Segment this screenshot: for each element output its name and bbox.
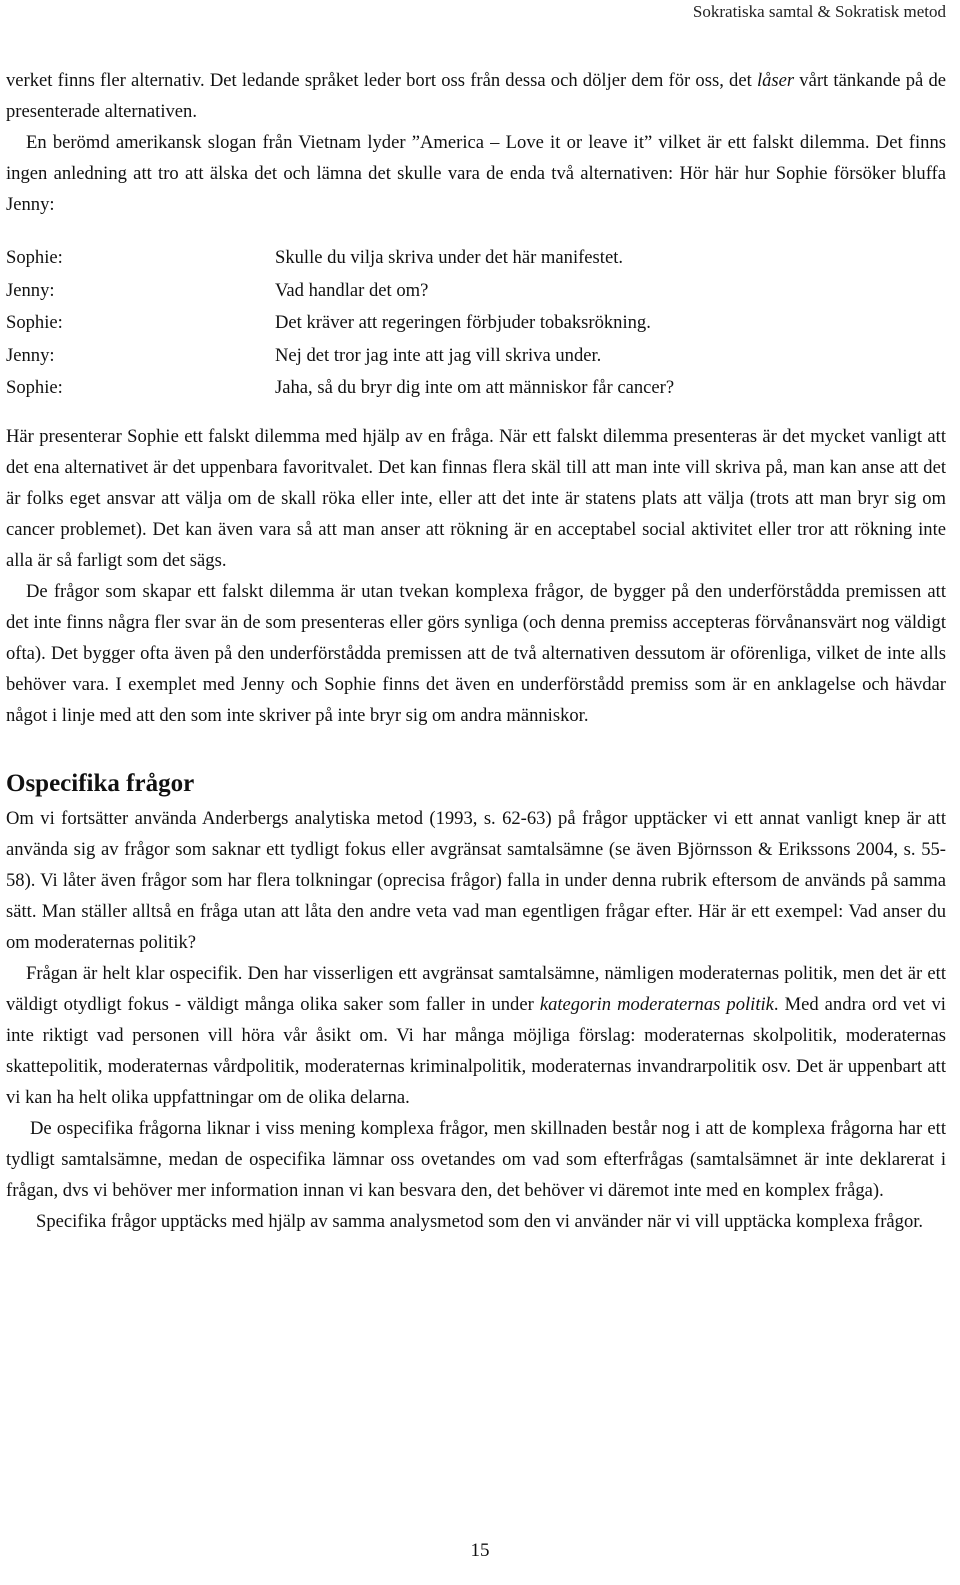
section-paragraph-2: Frågan är helt klar ospecifik. Den har visserligen ett avgränsat samtalsämne, nämligen moderaternas politik, men det är ett väldigt otydligt fokus - väldigt många olika saker som faller in under kategorin moderaternas politik. Med andra ord vet vi inte riktigt vad personen vill höra vår åsikt om. Vi har många möjliga förslag: moderaternas skolpolitik, moderaternas skattepolitik, moderaternas vårdpolitik, moderaternas kriminalpolitik, moderaternas invandrarpolitik osv. Det är uppenbart att vi kan ha helt olika uppfattningar om de olika delarna. xyxy=(6,962,946,1108)
page-number: 15 xyxy=(470,1540,490,1561)
intro-paragraph-2: En berömd amerikansk slogan från Vietnam lyder ”America – Love it or leave it” vilket är ett falskt dilemma. Det finns ingen anledning att tro att älska det och lämna det skulle vara de enda två alternativen: Hör här hur Sophie försöker bluffa Jenny: xyxy=(6,132,946,215)
section-paragraph-3: De ospecifika frågorna liknar i viss mening komplexa frågor, men skillnaden består nog i att de komplexa frågorna har ett tydligt samtalsämne, medan de ospecifika lämnar oss ovetandes om vad som efterfrågas (samtalsämnet är inte deklarerat i frågan, dvs vi behöver mer information innan vi kan besvara den, det behöver vi däremot inte med en komplex fråga). xyxy=(6,1117,946,1201)
dialogue-speaker: Jenny: xyxy=(6,344,55,366)
running-header: Sokratiska samtal & Sokratisk metod xyxy=(692,2,946,21)
dialogue xyxy=(6,242,946,405)
dialogue-speaker: Sophie: xyxy=(6,377,63,398)
page-body xyxy=(6,65,946,1237)
dialogue-row xyxy=(6,340,946,373)
body-paragraph-2: De frågor som skapar ett falskt dilemma är utan tvekan komplexa frågor, de bygger på den underförstådda premissen att det inte finns några fler svar än de som presenteras eller görs synliga (och denna premiss accepteras förvånansvärt nog väldigt ofta). Det bygger ofta även på den underförstådda premissen att de två alternativen dessutom är oförenliga, vilket de inte alls behöver vara. I exemplet med Jenny och Sophie finns det även en underförstådd premiss som är en anklagelse och hävdar något i linje med att den som inte skriver på inte bryr sig om andra människor. xyxy=(6,580,946,726)
dialogue-line: Jaha, så du bryr dig inte om att människor får cancer? xyxy=(275,377,675,398)
section-paragraph-4: Specifika frågor upptäcks med hjälp av samma analysmetod som den vi använder när vi vill upptäcka komplexa frågor. xyxy=(36,1210,924,1232)
dialogue-row xyxy=(6,275,946,308)
dialogue-line: Nej det tror jag inte att jag vill skriva under. xyxy=(275,344,602,366)
dialogue-row xyxy=(6,372,946,405)
section-heading: Ospecifika frågor xyxy=(6,769,195,797)
section-paragraph-1: Om vi fortsätter använda Anderbergs analytiska metod (1993, s. 62-63) på frågor upptäcker vi ett annat vanligt knep är att använda sig av frågor som saknar ett tydligt fokus eller avgränsat samtalsämne (se även Björnsson & Erikssons 2004, s. 55-58). Vi låter även frågor som har flera tolkningar (oprecisa frågor) falla in under denna rubrik eftersom de används på samma sätt. Man ställer alltså en fråga utan att låta den andre veta vad man egentligen frågar efter. Här är ett exempel: Vad anser du om moderaternas politik? xyxy=(6,807,946,953)
dialogue-row xyxy=(6,307,946,340)
dialogue-speaker: Sophie: xyxy=(6,247,63,268)
body-paragraph-1: Här presenterar Sophie ett falskt dilemma med hjälp av en fråga. När ett falskt dilemma presenteras är det mycket vanligt att det ena alternativet är det uppenbara favoritvalet. Det kan finnas flera skäl till att man inte vill skriva på, man kan anse att det är folks eget ansvar att välja om de skall röka eller inte, eller att det inte är statens plats att välja (trots att man bryr sig om cancer problemet). Det kan även vara så att man anser att rökning är en acceptabel social aktivitet eller tror att rökning inte alla är så farligt som det sägs. xyxy=(6,425,946,571)
dialogue-line: Skulle du vilja skriva under det här manifestet. xyxy=(275,247,624,268)
dialogue-line: Det kräver att regeringen förbjuder tobaksrökning. xyxy=(275,312,651,333)
dialogue-row xyxy=(6,242,946,275)
dialogue-line: Vad handlar det om? xyxy=(275,279,429,301)
dialogue-speaker: Jenny: xyxy=(6,279,55,301)
dialogue-speaker: Sophie: xyxy=(6,312,63,333)
intro-paragraph-1: verket finns fler alternativ. Det ledande språket leder bort oss från dessa och döljer dem för oss, det låser vårt tänkande på de presenterade alternativen. xyxy=(6,70,946,122)
